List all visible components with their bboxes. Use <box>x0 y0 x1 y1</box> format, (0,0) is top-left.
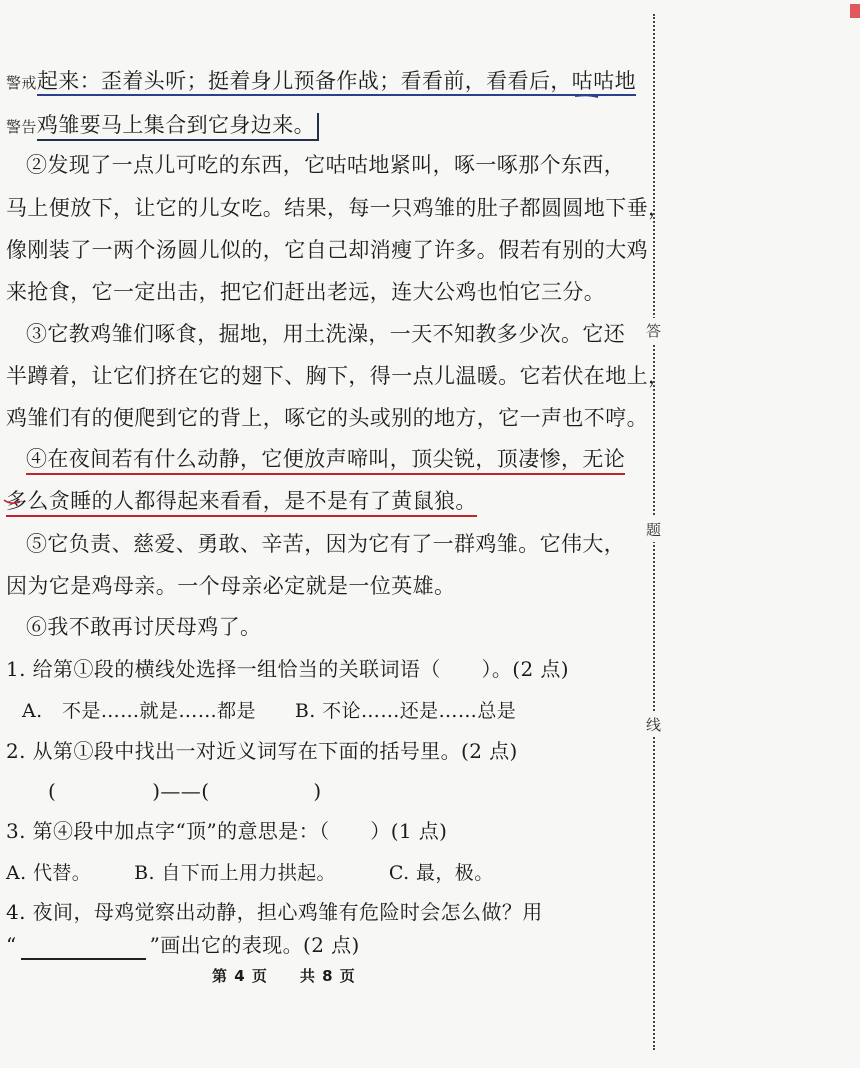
paragraph-4-line-1 <box>26 444 625 474</box>
paragraph-3-line-3: 鸡雏们有的便爬到它的背上，啄它的头或别的地方，它一声也不哼。 <box>6 406 648 430</box>
handwritten-note-2: 警告 <box>6 118 37 136</box>
question-2-answer-blanks <box>48 776 322 806</box>
paragraph-4-text-2: 多么贪睡的人都得起来看看，是不是有了黄鼠狼。 <box>6 489 477 517</box>
underline-sample <box>21 940 146 960</box>
paragraph-5-line-1: ⑤它负责、慈爱、勇敢、辛苦，因为它有了一群鸡雏。它伟大， <box>26 532 626 556</box>
question-1: 1. 给第①段的横线处选择一组恰当的关联词语（ ）。(2 点) <box>6 657 569 681</box>
margin-char-line: 线 <box>646 712 661 737</box>
blank-paren-mid: )——( <box>152 779 210 803</box>
paragraph-5-line-2: 因为它是鸡母亲。一个母亲必定就是一位英雄。 <box>6 574 456 598</box>
corner-red-tab <box>850 4 860 18</box>
paragraph-2-line-2: 马上便放下，让它的儿女吃。结果，每一只鸡雏的肚子都圆圆地下垂， <box>6 196 670 220</box>
passage-line-1 <box>6 66 636 98</box>
question-2: 2. 从第①段中找出一对近义词写在下面的括号里。(2 点) <box>6 739 518 763</box>
blank-paren-left: ( <box>48 779 57 803</box>
question-4-instruction: ”画出它的表现。(2 点) <box>149 933 360 957</box>
question-3-option-c: C. 最，极。 <box>388 862 494 884</box>
passage-text-2: 鸡雏要马上集合到它身边来。 <box>37 113 319 141</box>
paragraph-3-line-2: 半蹲着，让它们挤在它的翅下、胸下，得一点儿温暖。它若伏在地上， <box>6 364 670 388</box>
question-3-options <box>6 858 494 888</box>
paragraph-2-line-3: 像刚装了一两个汤圆儿似的，它自己却消瘦了许多。假若有别的大鸡 <box>6 238 648 262</box>
paragraph-4-line-2 <box>6 486 477 516</box>
handwritten-note-1: 警戒 <box>6 74 37 92</box>
paragraph-2-line-1: ②发现了一点儿可吃的东西，它咕咕地紧叫，啄一啄那个东西， <box>26 153 626 177</box>
passage-text-1: 起来：歪着头听；挺着身儿预备作战；看看前，看看后，咕咕地 <box>37 69 636 96</box>
question-1-option-a: A. 不是……就是……都是 <box>22 700 256 722</box>
question-4-line-1: 4. 夜间，母鸡觉察出动静，担心鸡雏有危险时会怎么做？用 <box>6 900 543 924</box>
paragraph-4-text-1: ④在夜间若有什么动静，它便放声啼叫，顶尖锐，顶凄惨，无论 <box>26 447 625 475</box>
paragraph-6-line-1: ⑥我不敢再讨厌母鸡了。 <box>26 615 262 639</box>
blank-paren-right: ) <box>313 779 322 803</box>
paragraph-3-line-1: ③它教鸡雏们啄食，掘地，用土洗澡，一天不知教多少次。它还 <box>26 322 626 346</box>
question-1-option-b: B. 不论……还是……总是 <box>294 700 517 722</box>
margin-char-answer: 答 <box>646 318 661 343</box>
question-4-line-2 <box>6 930 360 960</box>
question-3-option-a: A. 代替。 <box>6 862 92 884</box>
passage-line-2 <box>6 110 319 142</box>
quote-open: “ <box>6 933 17 957</box>
question-3-option-b: B. 自下而上用力拱起。 <box>134 862 336 884</box>
margin-char-question: 题 <box>646 517 661 542</box>
question-3: 3. 第④段中加点字“顶”的意思是：（ ）(1 点) <box>6 819 448 843</box>
question-1-options <box>22 696 516 726</box>
paragraph-2-line-4: 来抢食，它一定出击，把它们赶出老远，连大公鸡也怕它三分。 <box>6 280 606 304</box>
page-footer: 第 4 页 共 8 页 <box>212 967 356 985</box>
